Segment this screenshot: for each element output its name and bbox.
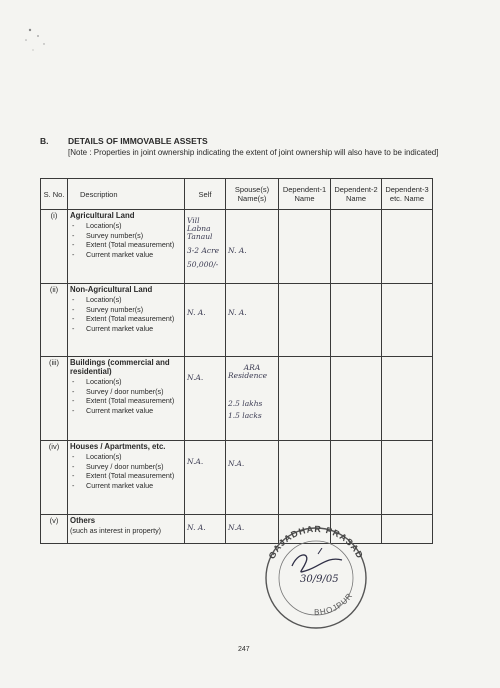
header-description: Description xyxy=(68,179,185,210)
section-title: DETAILS OF IMMOVABLE ASSETS xyxy=(68,136,208,146)
row-item: - Extent (Total measurement) xyxy=(70,396,182,406)
row-dependent-2 xyxy=(331,441,382,515)
row-dependent-3 xyxy=(382,515,433,544)
handwritten-spouse: N.A. xyxy=(228,523,245,532)
row-sno: (iv) xyxy=(41,441,68,515)
row-self xyxy=(185,357,226,441)
row-spouse xyxy=(226,357,279,441)
handwritten-self: N. A. xyxy=(187,523,206,532)
row-dependent-3 xyxy=(382,210,433,284)
row-item: - Extent (Total measurement) xyxy=(70,314,182,324)
row-self xyxy=(185,210,226,284)
row-spouse xyxy=(226,441,279,515)
handwritten-self: Vill Labna xyxy=(187,216,211,233)
row-item: - Survey / door number(s) xyxy=(70,462,182,472)
row-item: - Location(s) xyxy=(70,452,182,462)
section-number: B. xyxy=(40,136,49,146)
row-dependent-1 xyxy=(279,357,331,441)
row-description xyxy=(68,210,185,284)
svg-text:BHOJPUR xyxy=(314,591,355,617)
row-dependent-2 xyxy=(331,210,382,284)
row-spouse xyxy=(226,284,279,357)
row-item: - Current market value xyxy=(70,324,182,334)
row-self xyxy=(185,441,226,515)
row-category: Houses / Apartments, etc. xyxy=(70,442,166,451)
stamp-name: GAJADHAR PRASAD xyxy=(266,523,366,561)
handwritten-spouse: N. A. xyxy=(228,246,247,255)
row-sno: (iii) xyxy=(41,357,68,441)
handwritten-spouse: 2.5 lakhs xyxy=(228,399,263,408)
row-sno: (v) xyxy=(41,515,68,544)
row-category: Buildings (commercial and residential) xyxy=(70,358,170,376)
table-row xyxy=(41,210,433,284)
handwritten-spouse: N.A. xyxy=(228,459,245,468)
row-sno: (ii) xyxy=(41,284,68,357)
row-item: - Survey / door number(s) xyxy=(70,387,182,397)
handwritten-self: N.A. xyxy=(187,373,204,382)
table-row xyxy=(41,284,433,357)
row-dependent-3 xyxy=(382,441,433,515)
handwritten-self: N.A. xyxy=(187,457,204,466)
handwritten-spouse: Residence xyxy=(228,371,268,380)
row-item: - Extent (Total measurement) xyxy=(70,471,182,481)
row-category: Agricultural Land xyxy=(70,211,135,220)
section-heading xyxy=(40,136,208,146)
handwritten-self: 3-2 Acre xyxy=(187,246,220,255)
table-row xyxy=(41,357,433,441)
row-item: - Current market value xyxy=(70,406,182,416)
header-sno: S. No. xyxy=(41,179,68,210)
row-category: Others xyxy=(70,516,96,525)
handwritten-spouse: 1.5 lacks xyxy=(228,411,262,420)
handwritten-self: N. A. xyxy=(187,308,206,317)
row-item: - Extent (Total measurement) xyxy=(70,240,182,250)
row-item: - Location(s) xyxy=(70,295,182,305)
table-row xyxy=(41,441,433,515)
row-sno: (i) xyxy=(41,210,68,284)
row-item: - Location(s) xyxy=(70,221,182,231)
header-dependent-1: Dependent-1 Name xyxy=(279,179,331,210)
row-dependent-3 xyxy=(382,284,433,357)
row-dependent-1 xyxy=(279,284,331,357)
handwritten-self: 50,000/- xyxy=(187,260,219,269)
table-header-row xyxy=(41,179,433,210)
scan-smudge xyxy=(18,22,58,62)
row-self xyxy=(185,515,226,544)
header-self: Self xyxy=(185,179,226,210)
row-description xyxy=(68,515,185,544)
row-dependent-1 xyxy=(279,210,331,284)
signature-date: 30/9/05 xyxy=(300,574,339,585)
row-dependent-2 xyxy=(331,284,382,357)
row-item: - Survey number(s) xyxy=(70,305,182,315)
row-dependent-1 xyxy=(279,441,331,515)
page-number: 247 xyxy=(238,646,250,653)
row-category: Non-Agricultural Land xyxy=(70,285,153,294)
row-self xyxy=(185,284,226,357)
row-description xyxy=(68,357,185,441)
row-item: - Survey number(s) xyxy=(70,231,182,241)
row-dependent-2 xyxy=(331,357,382,441)
immovable-assets-table xyxy=(40,178,433,544)
handwritten-spouse: N. A. xyxy=(228,308,247,317)
header-dependent-3: Dependent-3 etc. Name xyxy=(382,179,433,210)
row-item: - Current market value xyxy=(70,250,182,260)
row-spouse xyxy=(226,210,279,284)
header-spouse: Spouse(s) Name(s) xyxy=(226,179,279,210)
handwritten-spouse: ARA xyxy=(243,363,261,372)
stamp-place: BHOJPUR xyxy=(313,590,355,617)
row-item: - Location(s) xyxy=(70,377,182,387)
row-dependent-3 xyxy=(382,357,433,441)
header-dependent-2: Dependent-2 Name xyxy=(331,179,382,210)
row-description xyxy=(68,441,185,515)
row-item: - Current market value xyxy=(70,481,182,491)
handwritten-self: Tanaul xyxy=(187,232,213,241)
row-description xyxy=(68,284,185,357)
row-category-sub: (such as interest in property) xyxy=(70,526,162,535)
section-note: [Note : Properties in joint ownership indicating the extent of joint ownership will also have to be indicated] xyxy=(68,148,439,157)
